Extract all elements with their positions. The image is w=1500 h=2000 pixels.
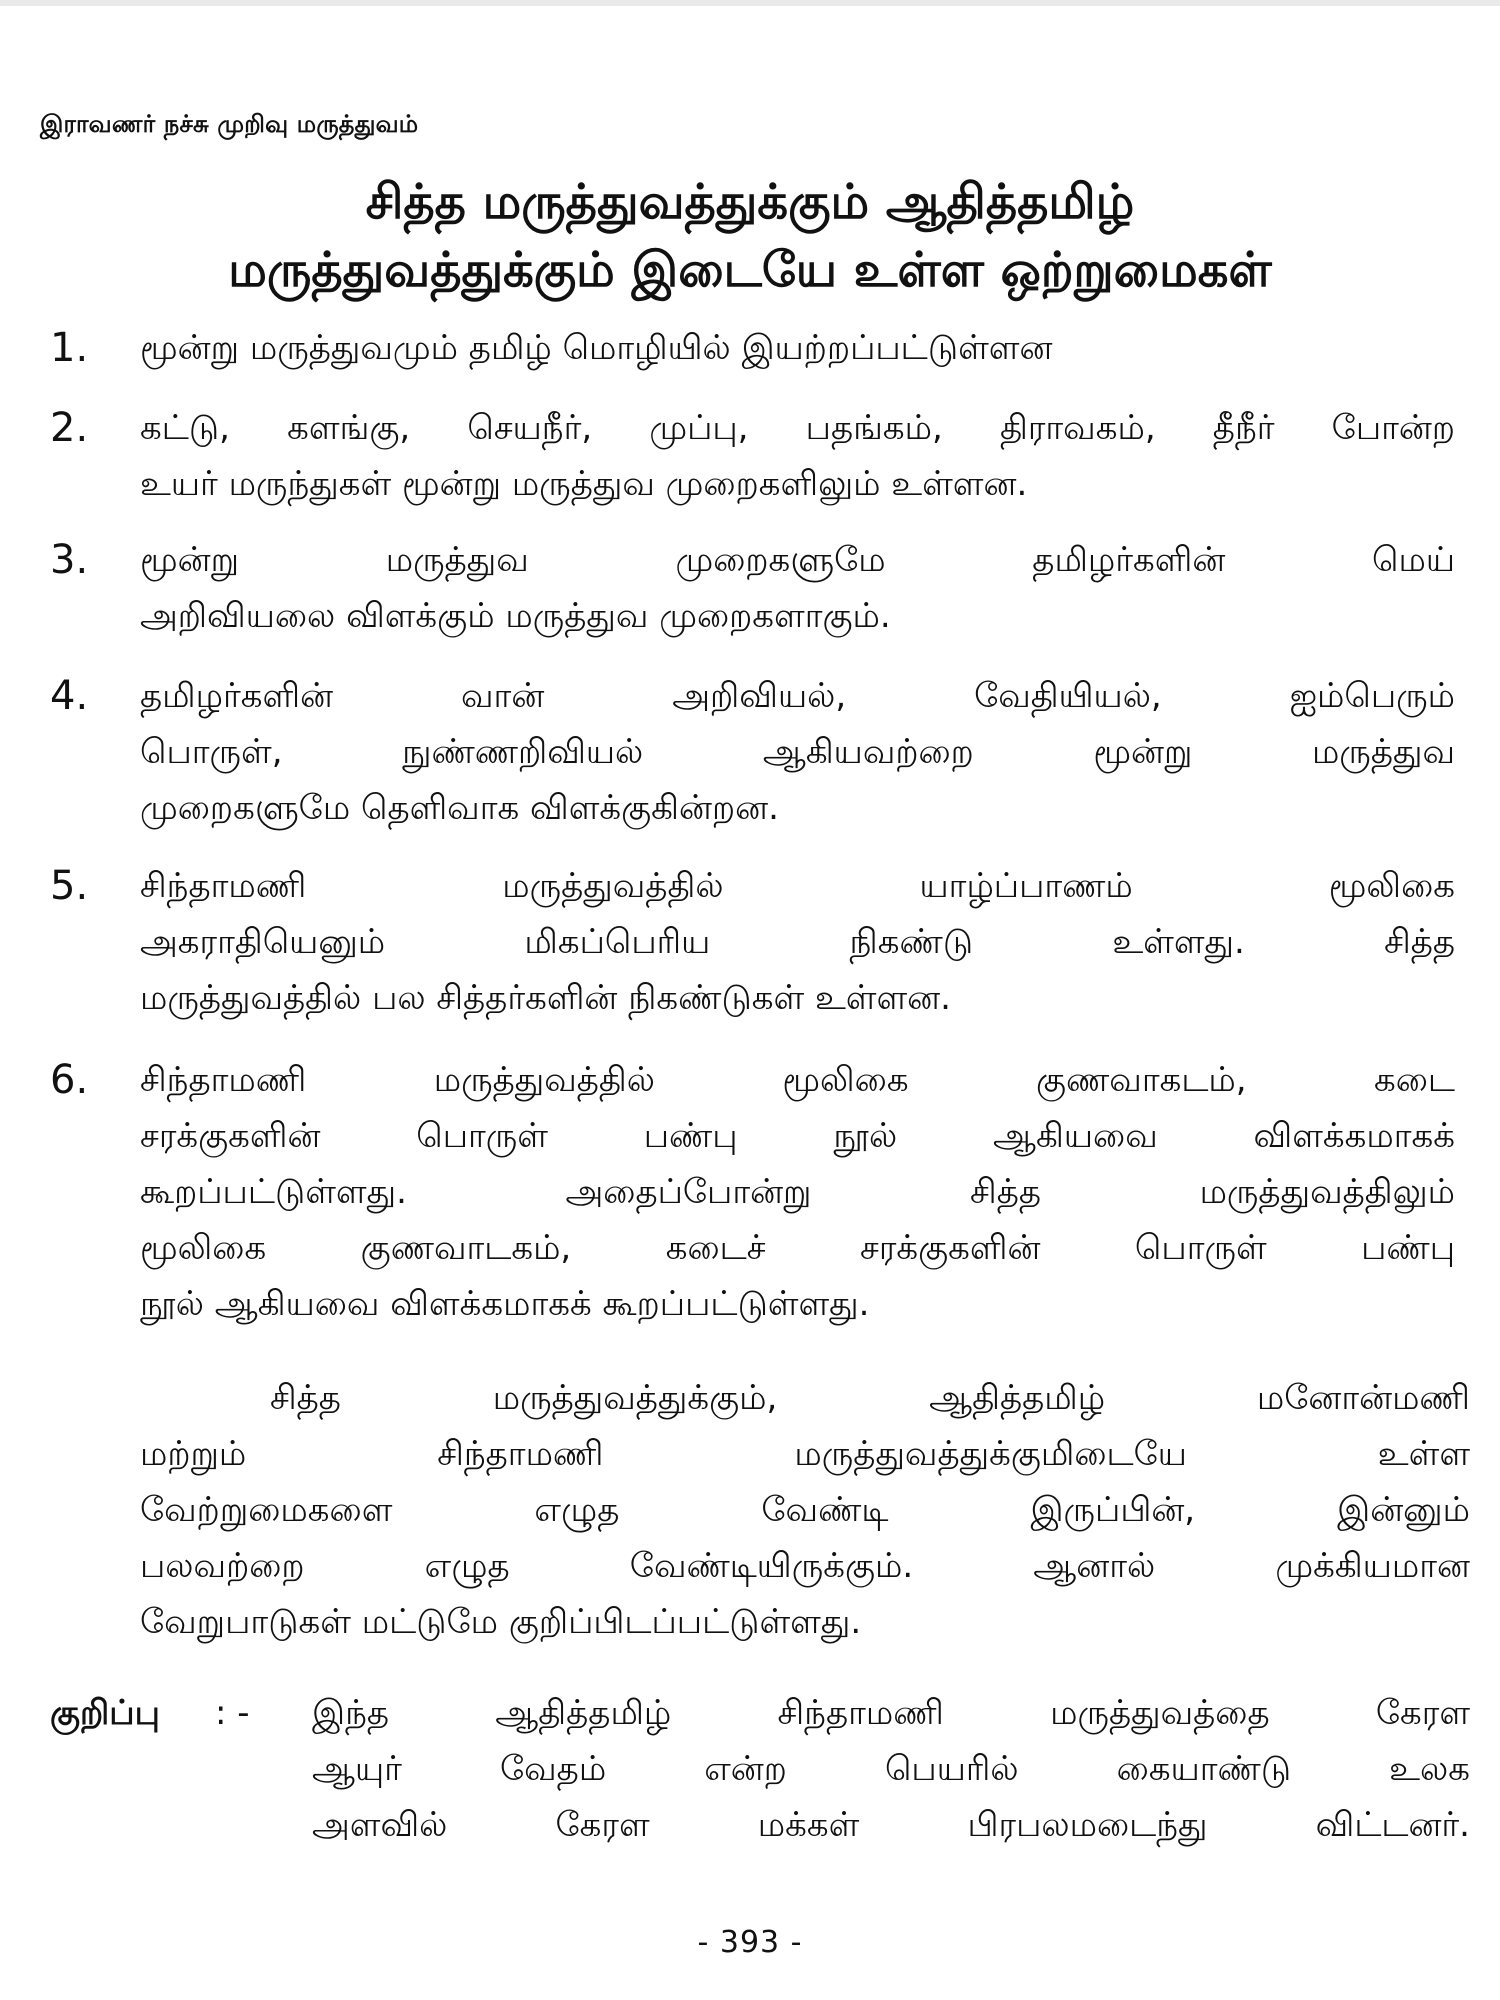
page-edge-shadow [0, 0, 1500, 6]
paragraph-line: வேறுபாடுகள் மட்டுமே குறிப்பிடப்பட்டுள்ளது. [140, 1602, 862, 1642]
page-number: - 393 - [697, 1925, 803, 1960]
item-line: மருத்துவத்தில் பல சித்தர்களின் நிகண்டுகள் உள்ளன. [140, 978, 951, 1018]
item-line: தமிழர்களின் வான் அறிவியல், வேதியியல், ஐம்பெரும் [140, 676, 1455, 716]
item-text [140, 320, 1455, 376]
item-line: மூன்று மருத்துவ முறைகளுமே தமிழர்களின் மெய் [140, 540, 1455, 580]
note-line: ஆயுர் வேதம் என்ற பெயரில் கையாண்டு உலக [312, 1749, 1470, 1789]
item-number: 4. [50, 673, 89, 719]
item-text [140, 532, 1455, 644]
title-line-1: சித்த மருத்துவத்துக்கும் ஆதித்தமிழ் [365, 174, 1135, 230]
item-line: கூறப்பட்டுள்ளது. அதைப்போன்று சித்த மருத்துவத்திலும் [140, 1172, 1455, 1212]
paragraph-line: மற்றும் சிந்தாமணி மருத்துவத்துக்குமிடையே உள்ள [140, 1434, 1470, 1474]
note-label: குறிப்பு [50, 1693, 160, 1733]
item-text [140, 400, 1455, 512]
note-separator: : - [215, 1693, 250, 1733]
item-line: மூன்று மருத்துவமும் தமிழ் மொழியில் இயற்றப்பட்டுள்ளன [140, 328, 1053, 368]
paragraph-line: வேற்றுமைகளை எழுத வேண்டி இருப்பின், இன்னும் [140, 1490, 1470, 1530]
running-header: இராவணர் நச்சு முறிவு மருத்துவம் [40, 110, 419, 138]
item-line: மூலிகை குணவாடகம், கடைச் சரக்குகளின் பொருள் பண்பு [140, 1228, 1455, 1268]
note-line: இந்த ஆதித்தமிழ் சிந்தாமணி மருத்துவத்தை கேரள [312, 1693, 1470, 1733]
item-line: உயர் மருந்துகள் மூன்று மருத்துவ முறைகளிலும் உள்ளன. [140, 464, 1028, 504]
item-text [140, 1052, 1455, 1332]
item-number: 5. [50, 863, 89, 909]
item-line: சிந்தாமணி மருத்துவத்தில் யாழ்ப்பாணம் மூலிகை [140, 866, 1455, 906]
item-line: அகராதியெனும் மிகப்பெரிய நிகண்டு உள்ளது. சித்த [140, 922, 1455, 962]
title-line-2: மருத்துவத்துக்கும் இடையே உள்ள ஒற்றுமைகள் [228, 242, 1272, 298]
paragraph-line: பலவற்றை எழுத வேண்டியிருக்கும். ஆனால் முக்கியமான [140, 1546, 1470, 1586]
item-line: பொருள், நுண்ணறிவியல் ஆகியவற்றை மூன்று மருத்துவ [140, 732, 1455, 772]
item-number: 3. [50, 537, 89, 583]
item-number: 6. [50, 1057, 89, 1103]
item-number: 1. [50, 325, 89, 371]
item-line: சரக்குகளின் பொருள் பண்பு நூல் ஆகியவை விளக்கமாகக் [140, 1116, 1455, 1156]
item-line: சிந்தாமணி மருத்துவத்தில் மூலிகை குணவாகடம், கடை [140, 1060, 1455, 1100]
item-number: 2. [50, 405, 89, 451]
note-line: அளவில் கேரள மக்கள் பிரபலமடைந்து விட்டனர். [312, 1805, 1470, 1845]
item-line: அறிவியலை விளக்கும் மருத்துவ முறைகளாகும். [140, 596, 891, 636]
item-line: கட்டு, களங்கு, செயநீர், முப்பு, பதங்கம், திராவகம், தீநீர் போன்ற [140, 408, 1455, 448]
item-text [140, 858, 1455, 1026]
closing-paragraph [140, 1370, 1470, 1650]
item-line: முறைகளுமே தெளிவாக விளக்குகின்றன. [140, 788, 779, 828]
item-line: நூல் ஆகியவை விளக்கமாகக் கூறப்பட்டுள்ளது. [140, 1284, 870, 1324]
paragraph-line: சித்த மருத்துவத்துக்கும், ஆதித்தமிழ் மனோன்மணி [270, 1378, 1470, 1418]
note-text [312, 1685, 1470, 1853]
item-text [140, 668, 1455, 836]
